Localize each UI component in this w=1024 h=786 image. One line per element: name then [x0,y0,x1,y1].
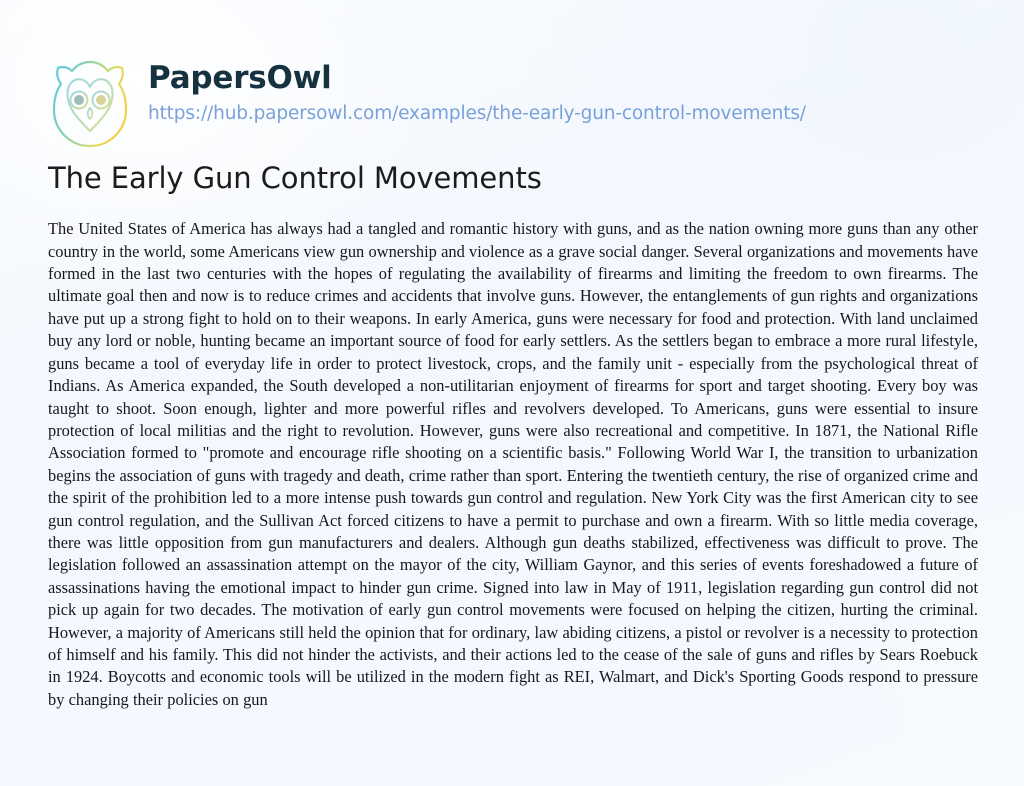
brand-block [148,56,806,124]
article-body-text: The United States of America has always had a tangled and romantic history with guns, and as the nation owning more guns than any other country in the world, some Americans view gun ownership and violence as a grave social danger. Several organizations and movements have formed in the last two centuries with the hopes of regulating the availability of firearms and limiting the freedom to own firearms. The ultimate goal then and now is to reduce crimes and accidents that involve guns. However, the entanglements of gun rights and organizations have put up a strong fight to hold on to their weapons. In early America, guns were necessary for food and protection. With land unclaimed buy any lord or noble, hunting became an important source of food for early settlers. As the settlers began to embrace a more rural lifestyle, guns became a tool of everyday life in order to protect livestock, crops, and the family unit - especially from the psychological threat of Indians. As America expanded, the South developed a non-utilitarian enjoyment of firearms for sport and target shooting. Every boy was taught to shoot. Soon enough, lighter and more powerful rifles and revolvers developed. To Americans, guns were essential to insure protection of local militias and the right to revolution. However, guns were also recreational and competitive. In 1871, the National Rifle Association formed to "promote and encourage rifle shooting on a scientific basis." Following World War I, the transition to urbanization begins the association of guns with tragedy and death, crime rather than sport. Entering the twentieth century, the rise of organized crime and the spirit of the prohibition led to a more intense push towards gun control and regulation. New York City was the first American city to see gun control regulation, and the Sullivan Act forced citizens to have a permit to purchase and own a firearm. With so little media coverage, there was little opposition from gun manufacturers and dealers. Although gun deaths stabilized, effectiveness was difficult to prove. The legislation followed an assassination attempt on the mayor of the city, William Gaynor, and this series of events foreshadowed a future of assassinations having the emotional impact to hinder gun crime. Signed into law in May of 1911, legislation regarding gun control did not pick up again for two decades. The motivation of early gun control movements were focused on helping the citizen, hurting the criminal. However, a majority of Americans still held the opinion that for ordinary, law abiding citizens, a pistol or revolver is a necessity to protection of himself and his family. This did not hinder the activists, and their actions led to the cease of the sale of guns and rifles by Sears Roebuck in 1924. Boycotts and economic tools will be utilized in the modern fight as REI, Walmart, and Dick's Sporting Goods respond to pressure by changing their policies on gun [48,219,978,709]
article [48,160,978,711]
owl-logo-icon [48,58,132,150]
site-header [48,56,806,148]
source-url[interactable]: https://hub.papersowl.com/examples/the-early-gun-control-movements/ [148,102,806,124]
brand-name: PapersOwl [148,60,332,96]
page-title: The Early Gun Control Movements [48,161,542,195]
